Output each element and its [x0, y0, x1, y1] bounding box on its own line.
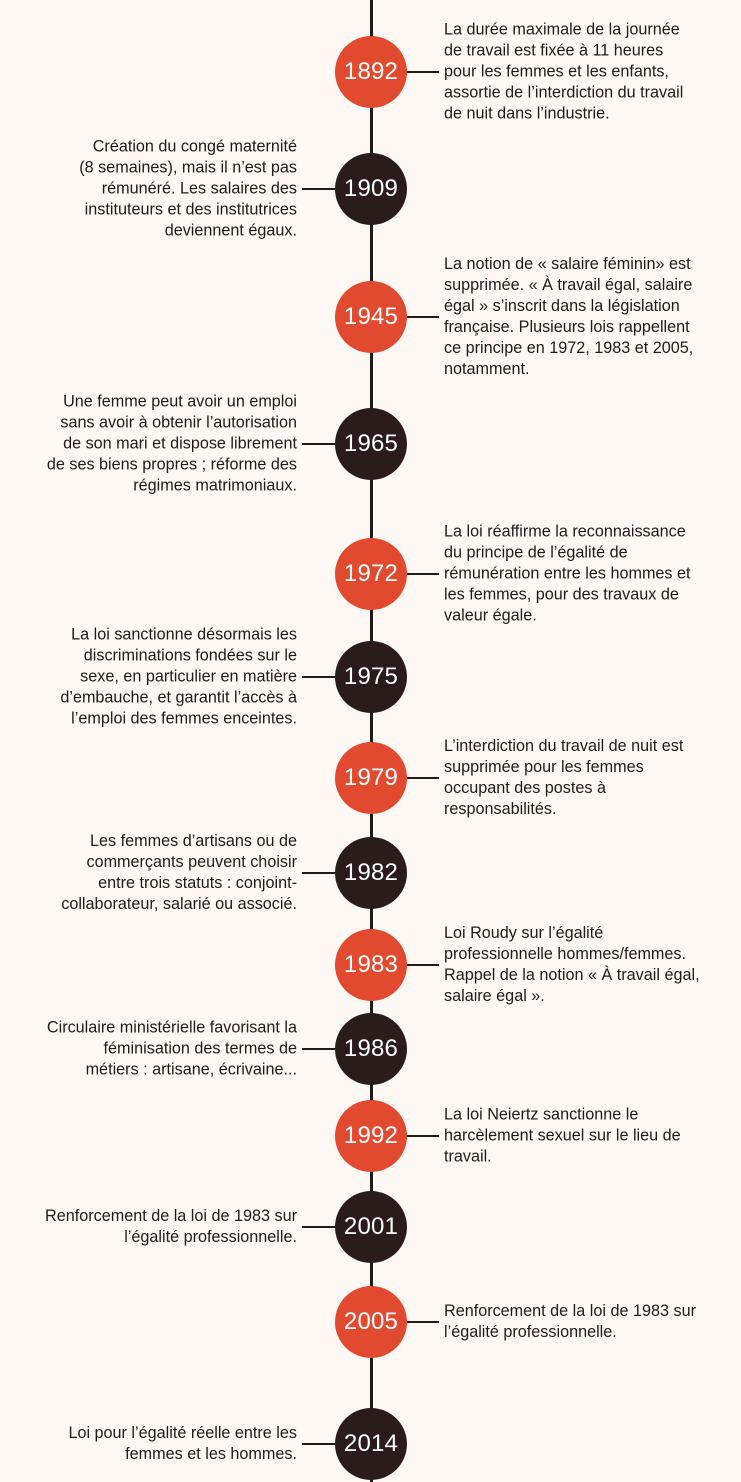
description-line: femmes et les hommes.	[125, 1445, 297, 1463]
description-line: L’interdiction du travail de nuit est	[444, 737, 684, 755]
connector-line	[407, 1321, 439, 1323]
description-line: commerçants peuvent choisir	[86, 853, 297, 871]
year-label: 1983	[343, 951, 399, 978]
description-line: travail.	[444, 1147, 492, 1166]
description-line: de son mari et dispose librement	[63, 434, 297, 453]
description-line: La loi Neiertz sanctionne le	[444, 1105, 639, 1124]
connector-line	[302, 1048, 335, 1050]
description-line: l’égalité professionnelle.	[124, 1228, 297, 1246]
description-line: La durée maximale de la journée	[444, 20, 680, 39]
description-line: responsabilités.	[444, 800, 557, 818]
year-label: 2005	[343, 1308, 399, 1335]
connector-line	[302, 188, 335, 190]
year-marker	[335, 1013, 407, 1085]
event-description	[1, 1423, 297, 1465]
event-description	[1, 392, 297, 497]
year-marker	[335, 641, 407, 713]
description-line: instituteurs et des institutrices	[84, 200, 297, 219]
year-marker	[335, 837, 407, 909]
year-marker	[335, 153, 407, 225]
description-line: de nuit dans l’industrie.	[444, 104, 610, 123]
description-line: entre trois statuts : conjoint-	[98, 874, 297, 892]
description-line: Circulaire ministérielle favorisant la	[46, 1018, 297, 1037]
connector-line	[407, 777, 439, 779]
description-line: d’embauche, et garantit l’accès à	[60, 688, 297, 707]
description-line: La notion de « salaire féminin» est	[444, 255, 691, 273]
year-marker	[335, 1286, 407, 1358]
year-marker	[335, 281, 407, 353]
description-line: les femmes, pour des travaux de	[444, 585, 679, 604]
connector-line	[302, 872, 335, 874]
description-line: pour les femmes et les enfants,	[444, 62, 669, 81]
connector-line	[407, 316, 439, 318]
year-marker	[335, 742, 407, 814]
description-line: Une femme peut avoir un emploi	[63, 392, 297, 411]
event-description	[444, 736, 736, 820]
year-label: 1892	[343, 58, 399, 85]
description-line: Renforcement de la loi de 1983 sur	[444, 1302, 696, 1320]
description-line: La loi réaffirme la reconnaissance	[444, 522, 686, 541]
event-description	[444, 923, 736, 1007]
description-line: rémunéré. Les salaires des	[101, 179, 297, 198]
description-line: collaborateur, salarié ou associé.	[61, 895, 297, 913]
year-label: 1975	[343, 663, 399, 690]
description-line: Loi pour l’égalité réelle entre les	[68, 1424, 297, 1442]
year-label: 1986	[343, 1035, 399, 1062]
description-line: sans avoir à obtenir l’autorisation	[60, 413, 297, 432]
description-line: égal » s’inscrit dans la législation	[444, 297, 680, 315]
connector-line	[407, 1135, 439, 1137]
year-label: 2001	[343, 1213, 399, 1240]
description-line: professionnelle hommes/femmes.	[444, 945, 687, 963]
year-label: 1965	[343, 430, 399, 457]
year-label: 1992	[343, 1122, 399, 1149]
year-label: 1909	[343, 175, 399, 202]
year-label: 1979	[343, 764, 399, 791]
event-description	[444, 20, 736, 125]
event-description	[444, 1105, 736, 1168]
year-marker	[335, 1191, 407, 1263]
description-line: du principe de l’égalité de	[444, 543, 628, 562]
event-description	[444, 254, 736, 380]
year-label: 1945	[343, 303, 399, 330]
year-marker	[335, 538, 407, 610]
year-label: 1982	[343, 859, 399, 886]
description-line: Création du congé maternité	[92, 137, 297, 156]
description-line: assortie de l’interdiction du travail	[444, 83, 684, 102]
description-line: de travail est fixée à 11 heures	[444, 41, 664, 60]
connector-line	[407, 71, 439, 73]
year-marker	[335, 36, 407, 108]
description-line: supprimée pour les femmes	[444, 758, 644, 776]
description-line: de ses biens propres ; réforme des	[46, 455, 297, 474]
event-description	[1, 1018, 297, 1081]
description-line: (8 semaines), mais il n’est pas	[79, 158, 297, 177]
description-line: La loi sanctionne désormais les	[71, 625, 297, 644]
year-marker	[335, 408, 407, 480]
event-description	[1, 1206, 297, 1248]
year-marker	[335, 1408, 407, 1480]
description-line: Renforcement de la loi de 1983 sur	[45, 1207, 297, 1225]
connector-line	[302, 676, 335, 678]
event-description	[1, 831, 297, 915]
event-description	[1, 137, 297, 242]
description-line: métiers : artisane, écrivaine...	[85, 1060, 297, 1079]
description-line: française. Plusieurs lois rappellent	[444, 318, 690, 336]
event-description	[1, 625, 297, 730]
description-line: l’égalité professionnelle.	[444, 1323, 617, 1341]
description-line: valeur égale.	[444, 606, 537, 625]
connector-line	[302, 1443, 335, 1445]
description-line: ce principe en 1972, 1983 et 2005,	[444, 339, 694, 357]
description-line: discriminations fondées sur le	[83, 646, 297, 665]
description-line: Rappel de la notion « À travail égal,	[444, 966, 700, 984]
connector-line	[302, 1226, 335, 1228]
description-line: notamment.	[444, 360, 530, 378]
description-line: supprimée. « À travail égal, salaire	[444, 276, 693, 294]
year-marker	[335, 929, 407, 1001]
connector-line	[302, 443, 335, 445]
description-line: occupant des postes à	[444, 779, 606, 797]
event-description	[444, 1301, 736, 1343]
description-line: l’emploi des femmes enceintes.	[71, 709, 297, 728]
year-marker	[335, 1100, 407, 1172]
year-label: 1972	[343, 560, 399, 587]
description-line: deviennent égaux.	[164, 221, 297, 240]
description-line: sexe, en particulier en matière	[80, 667, 297, 686]
year-label: 2014	[343, 1430, 399, 1457]
description-line: harcèlement sexuel sur le lieu de	[444, 1126, 681, 1145]
event-description	[444, 522, 736, 627]
description-line: régimes matrimoniaux.	[133, 476, 297, 495]
description-line: féminisation des termes de	[103, 1039, 297, 1058]
connector-line	[407, 573, 439, 575]
description-line: salaire égal ».	[444, 987, 545, 1005]
description-line: rémunération entre les hommes et	[444, 564, 691, 583]
description-line: Les femmes d’artisans ou de	[90, 832, 297, 850]
description-line: Loi Roudy sur l’égalité	[444, 924, 604, 942]
connector-line	[407, 964, 439, 966]
